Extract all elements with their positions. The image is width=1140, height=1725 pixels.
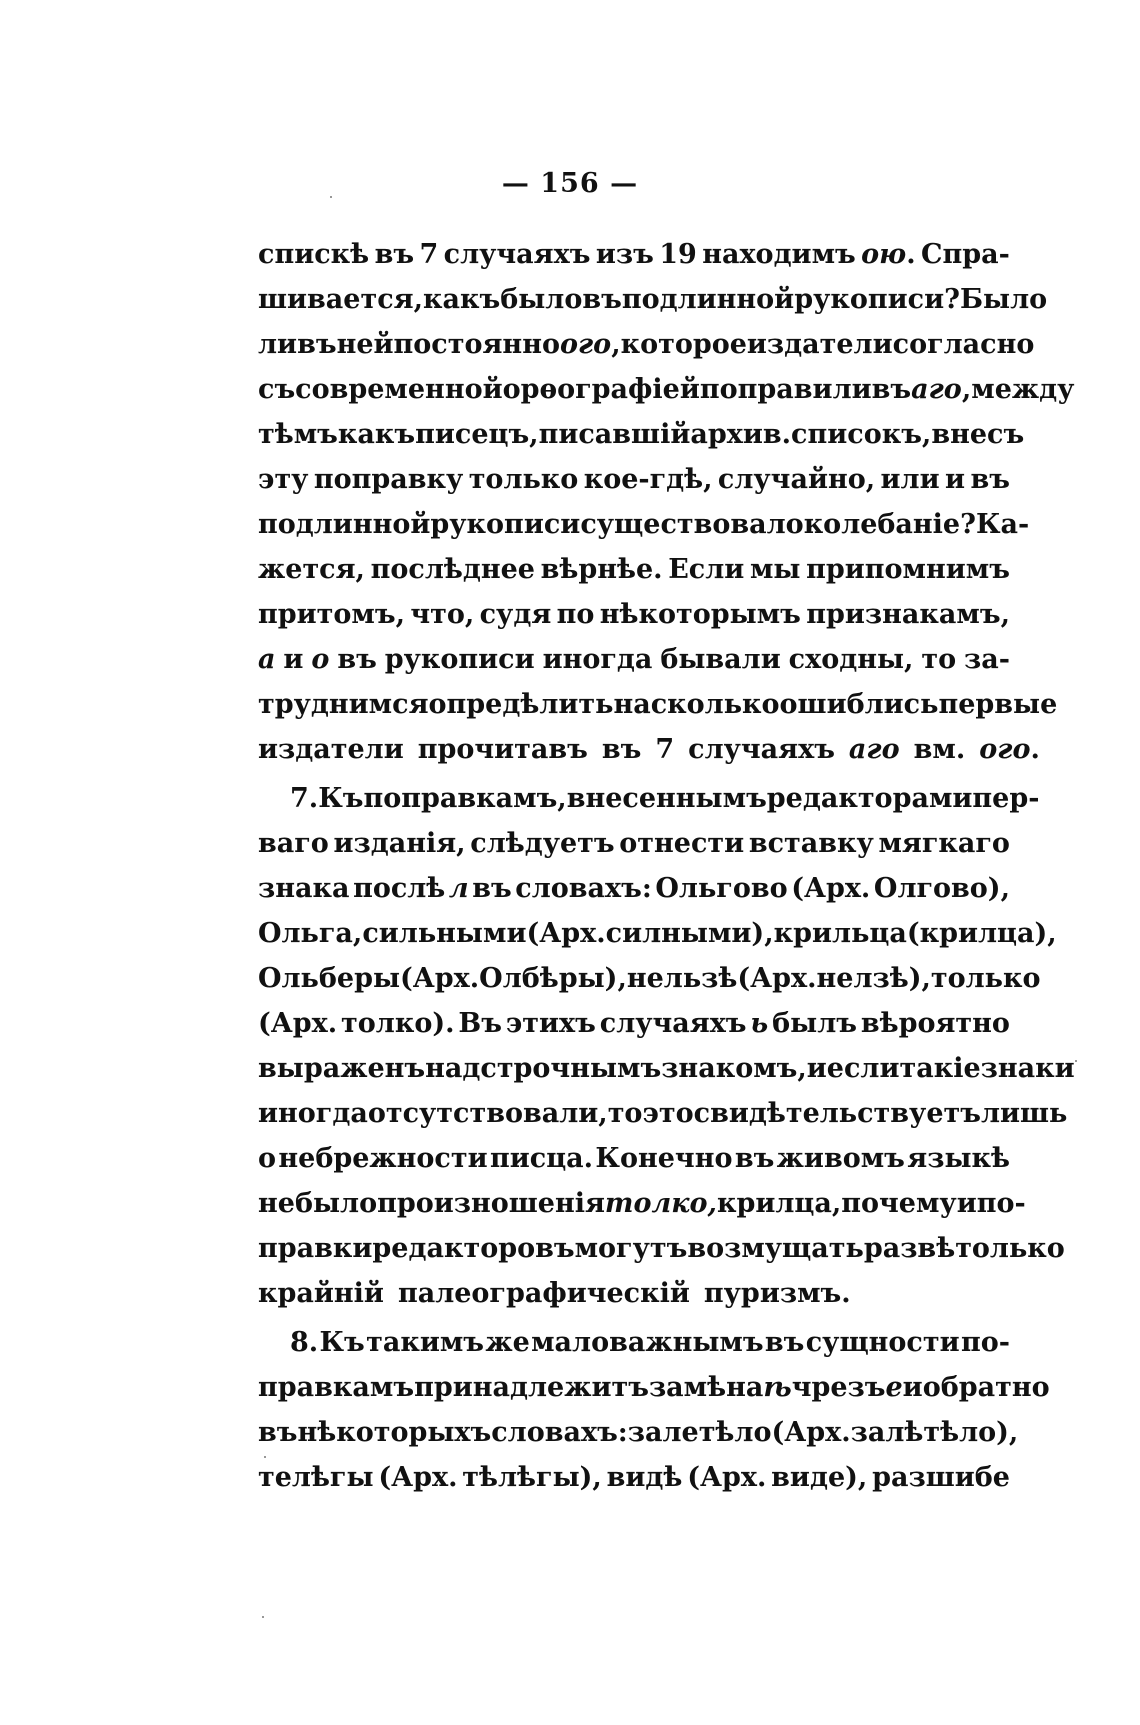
- word: поправили: [699, 374, 872, 405]
- text-line: [258, 412, 1025, 457]
- word: силными),: [605, 918, 774, 949]
- word: редакторами: [766, 783, 973, 814]
- word: слѣдуетъ: [470, 828, 615, 859]
- word: разшибе: [872, 1462, 1010, 1493]
- word: крильца: [773, 918, 907, 949]
- word: а: [258, 644, 276, 675]
- text-line: [258, 277, 1048, 322]
- word: 7: [419, 239, 439, 270]
- text-line: [258, 1455, 1010, 1500]
- word: надстрочнымъ: [425, 1053, 662, 1084]
- word: подлинной: [621, 284, 795, 315]
- word: мы: [749, 554, 801, 585]
- word: такимъ: [366, 1327, 485, 1358]
- paper-speck: [1075, 1060, 1077, 1062]
- word: развѣ: [863, 1233, 956, 1264]
- word: ого.: [979, 734, 1040, 765]
- word: списокъ,: [791, 419, 932, 450]
- text-line: [258, 1046, 1075, 1091]
- word: было: [294, 1188, 378, 1219]
- word: между: [971, 374, 1075, 405]
- word: Если: [668, 554, 745, 585]
- word: въ: [734, 1143, 775, 1174]
- word: только: [468, 464, 579, 495]
- text-line: [258, 1091, 1068, 1136]
- word: (Арх.: [258, 1008, 338, 1039]
- word: почему: [841, 1188, 957, 1219]
- word: то: [607, 1098, 643, 1129]
- word: то: [921, 644, 957, 675]
- word: Къ: [318, 783, 364, 814]
- word: поправкамъ,: [363, 783, 567, 814]
- text-line: [258, 682, 1058, 727]
- word: словахъ:: [515, 873, 652, 904]
- text-line: [258, 1410, 1019, 1455]
- word: съ: [258, 374, 296, 405]
- text-line: [258, 1001, 1010, 1046]
- word: по: [556, 599, 595, 630]
- word: ли: [258, 329, 298, 360]
- word: рукописи: [430, 509, 581, 540]
- text-line: [258, 1365, 1050, 1410]
- word: знака: [258, 873, 350, 904]
- word: ого,: [559, 329, 621, 360]
- text-line: [258, 502, 1030, 547]
- word: вм.: [913, 734, 966, 765]
- word: жется,: [258, 554, 365, 585]
- word: о: [258, 1143, 277, 1174]
- text-line: [258, 592, 1010, 637]
- word: (Арх.: [771, 1417, 851, 1448]
- word: которое: [620, 329, 747, 360]
- word: ь: [750, 1008, 769, 1039]
- word: опредѣлить: [428, 689, 614, 720]
- word: орѳографіей: [502, 374, 700, 405]
- word: и: [283, 644, 304, 675]
- word: обратно: [922, 1372, 1050, 1403]
- word: Ольберы: [258, 963, 401, 994]
- word: только: [955, 1233, 1065, 1264]
- text-line: [258, 956, 1041, 1001]
- word: 7.: [290, 783, 319, 814]
- word: Было: [959, 284, 1048, 315]
- word: небрежности: [278, 1143, 488, 1174]
- word: постоянно: [393, 329, 560, 360]
- word: въ: [297, 329, 337, 360]
- word: или: [880, 464, 940, 495]
- word: ваго: [258, 828, 329, 859]
- word: и: [956, 1188, 977, 1219]
- word: находимъ: [702, 239, 856, 270]
- text-line: [258, 1226, 1065, 1271]
- word: крайній: [258, 1278, 384, 1309]
- word: маловажнымъ: [531, 1327, 764, 1358]
- text-line: [258, 1136, 1010, 1181]
- word: толко).: [341, 1008, 455, 1039]
- word: возмущать: [687, 1233, 864, 1264]
- word: прочитавъ: [417, 734, 588, 765]
- word: палеографическій: [397, 1278, 690, 1309]
- word: эту: [258, 464, 309, 495]
- word: крилца,: [716, 1188, 842, 1219]
- text-line: [258, 821, 1010, 866]
- word: случаяхъ: [688, 734, 835, 765]
- word: Въ: [458, 1008, 502, 1039]
- text-line: [258, 457, 1010, 502]
- word: чрезъ: [791, 1372, 886, 1403]
- word: могутъ: [574, 1233, 688, 1264]
- word: писца.: [489, 1143, 594, 1174]
- word: въ: [764, 1327, 805, 1358]
- word: нѣкоторыхъ: [297, 1417, 492, 1448]
- word: залѣтѣло),: [850, 1417, 1019, 1448]
- word: Олбѣры),: [479, 963, 627, 994]
- body-text: [258, 232, 1075, 1500]
- word: если: [826, 1053, 900, 1084]
- word: что,: [410, 599, 475, 630]
- word: въ: [970, 464, 1010, 495]
- word: пуризмъ.: [703, 1278, 851, 1309]
- word: толко,: [604, 1188, 717, 1219]
- word: отсутствовали,: [367, 1098, 608, 1129]
- paper-speck: [262, 1616, 264, 1618]
- word: рукописи: [384, 644, 535, 675]
- word: замѣна: [648, 1372, 764, 1403]
- word: этихъ: [505, 1008, 596, 1039]
- word: случайно,: [717, 464, 876, 495]
- word: нелзѣ),: [816, 963, 931, 994]
- word: насколько: [613, 689, 780, 720]
- paper-speck: [330, 196, 332, 198]
- word: внесеннымъ: [566, 783, 767, 814]
- word: ней: [336, 329, 394, 360]
- word: и: [902, 1372, 923, 1403]
- word: произношенія: [377, 1188, 605, 1219]
- word: писавшій: [538, 419, 691, 450]
- word: аго,: [911, 374, 972, 405]
- word: труднимся: [258, 689, 429, 720]
- word: виде),: [771, 1462, 868, 1493]
- page-number: — 156 —: [501, 168, 639, 199]
- word: живомъ: [776, 1143, 905, 1174]
- text-line: [258, 1320, 1010, 1365]
- word: 7: [655, 734, 675, 765]
- word: (Арх.: [526, 918, 606, 949]
- word: знакомъ,: [661, 1053, 807, 1084]
- word: за-: [964, 644, 1010, 675]
- word: Ольгово: [655, 873, 788, 904]
- word: языкѣ: [907, 1143, 1010, 1174]
- word: современной: [295, 374, 503, 405]
- word: Спра-: [921, 239, 1010, 270]
- word: издатели: [746, 329, 893, 360]
- word: нѣкоторымъ: [599, 599, 801, 630]
- text-line: [258, 547, 1010, 592]
- paper-speck: [264, 1456, 266, 1458]
- text-line: [258, 322, 1035, 367]
- word: телѣгы: [258, 1462, 374, 1493]
- text-line: [258, 776, 1040, 821]
- word: послѣ: [353, 873, 446, 904]
- word: припомнимъ: [806, 554, 1010, 585]
- word: Къ: [319, 1327, 365, 1358]
- word: (Арх.: [687, 1462, 767, 1493]
- word: знаки: [980, 1053, 1075, 1084]
- word: колебаніе?: [803, 509, 976, 540]
- word: л: [448, 873, 469, 904]
- word: послѣднее: [370, 554, 535, 585]
- word: правки: [258, 1233, 373, 1264]
- word: Олгово),: [873, 873, 1010, 904]
- word: въ: [601, 734, 642, 765]
- word: правкамъ: [258, 1372, 415, 1403]
- word: изъ: [595, 239, 654, 270]
- word: выраженъ: [258, 1053, 426, 1084]
- word: притомъ,: [258, 599, 405, 630]
- word: рукописи?: [794, 284, 960, 315]
- word: залетѣло: [627, 1417, 772, 1448]
- word: случаяхъ: [599, 1008, 747, 1039]
- word: ошиблись: [779, 689, 939, 720]
- word: бывали: [660, 644, 781, 675]
- word: изданія,: [333, 828, 466, 859]
- text-line: [258, 637, 1010, 682]
- word: первые: [938, 689, 1058, 720]
- word: тѣмъ: [258, 419, 338, 450]
- text-line: [258, 727, 1040, 772]
- word: сходны,: [788, 644, 914, 675]
- word: сильными: [362, 918, 527, 949]
- word: въ: [472, 873, 512, 904]
- word: о: [311, 644, 330, 675]
- word: существовало: [580, 509, 804, 540]
- word: Ольга,: [258, 918, 363, 949]
- word: былъ: [772, 1008, 857, 1039]
- word: 8.: [290, 1327, 319, 1358]
- word: 19: [659, 239, 697, 270]
- text-line: [258, 911, 1057, 956]
- word: это: [642, 1098, 694, 1129]
- word: сущности: [805, 1327, 960, 1358]
- word: спискѣ: [258, 239, 370, 270]
- word: мягкаго: [878, 828, 1010, 859]
- word: (Арх.: [378, 1462, 458, 1493]
- word: такіе: [899, 1053, 981, 1084]
- word: кое-гдѣ,: [583, 464, 713, 495]
- word: пер-: [972, 783, 1040, 814]
- word: архив.: [690, 419, 792, 450]
- word: редакторовъ: [372, 1233, 575, 1264]
- word: какъ: [337, 419, 416, 450]
- word: иногда: [542, 644, 653, 675]
- word: поправку: [313, 464, 464, 495]
- word: Ка-: [975, 509, 1030, 540]
- word: нельзѣ: [626, 963, 738, 994]
- word: издатели: [258, 734, 404, 765]
- word: какъ: [423, 284, 501, 315]
- word: подлинной: [258, 509, 431, 540]
- word: вставку: [748, 828, 874, 859]
- word: вѣроятно: [860, 1008, 1010, 1039]
- word: писецъ,: [415, 419, 539, 450]
- word: иногда: [258, 1098, 368, 1129]
- word: лишь: [980, 1098, 1068, 1129]
- word: въ: [582, 284, 622, 315]
- word: судя: [479, 599, 552, 630]
- word: (Арх.: [791, 873, 871, 904]
- word: по-: [960, 1327, 1010, 1358]
- word: ою.: [861, 239, 916, 270]
- word: же: [485, 1327, 530, 1358]
- word: случаяхъ: [443, 239, 591, 270]
- word: въ: [337, 644, 377, 675]
- text-line: [258, 232, 1010, 277]
- word: тѣлѣгы),: [462, 1462, 602, 1493]
- word: въ: [374, 239, 415, 270]
- word: согласно: [892, 329, 1035, 360]
- word: (Арх.: [400, 963, 480, 994]
- word: ѣ: [763, 1372, 792, 1403]
- text-line: [258, 367, 1075, 412]
- word: (крилца),: [906, 918, 1057, 949]
- word: не: [258, 1188, 295, 1219]
- word: въ: [258, 1417, 298, 1448]
- word: свидѣтельствуетъ: [693, 1098, 981, 1129]
- word: Конечно: [595, 1143, 733, 1174]
- text-line: [258, 1181, 1026, 1226]
- word: по-: [976, 1188, 1026, 1219]
- word: словахъ:: [491, 1417, 628, 1448]
- word: принадлежитъ: [414, 1372, 649, 1403]
- word: внесъ: [931, 419, 1025, 450]
- text-line: [258, 866, 1010, 911]
- word: и: [945, 464, 966, 495]
- word: видѣ: [606, 1462, 683, 1493]
- word: шивается,: [258, 284, 423, 315]
- word: вѣрнѣе.: [540, 554, 663, 585]
- word: было: [500, 284, 583, 315]
- word: только: [930, 963, 1041, 994]
- word: аго: [848, 734, 900, 765]
- text-line: [258, 1271, 1010, 1316]
- word: (Арх.: [737, 963, 817, 994]
- word: и: [806, 1053, 827, 1084]
- word: е: [885, 1372, 903, 1403]
- word: отнести: [619, 828, 745, 859]
- word: въ: [871, 374, 912, 405]
- word: признакамъ,: [806, 599, 1010, 630]
